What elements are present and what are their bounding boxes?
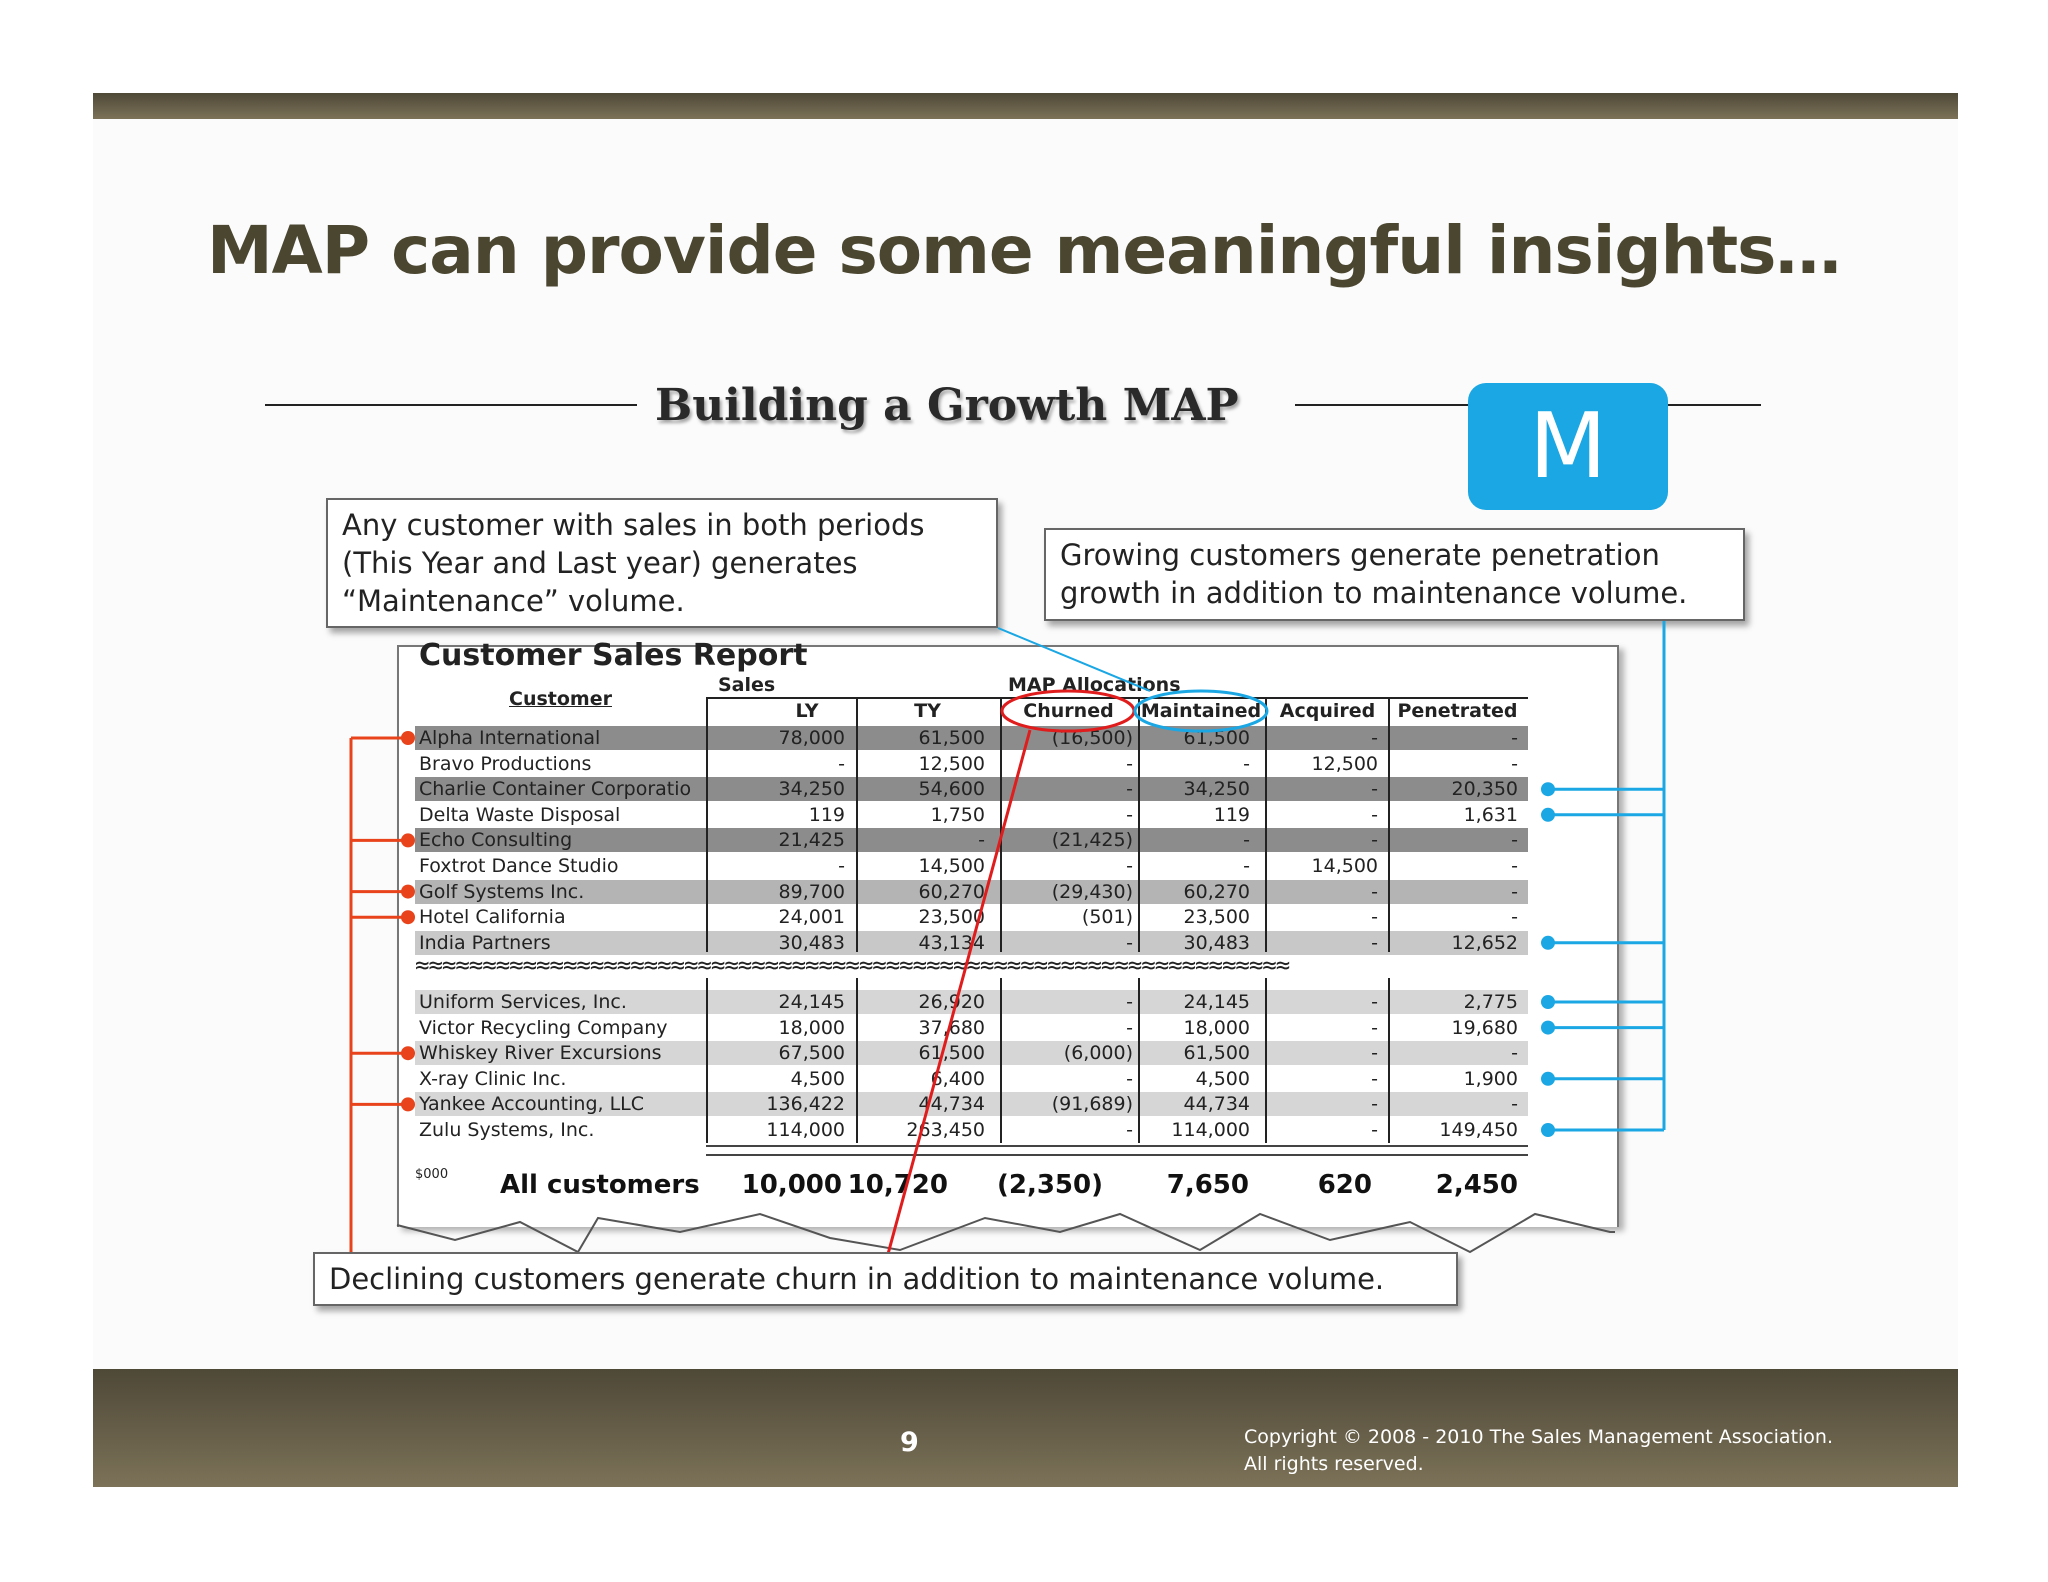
cell-churned: - [1126,778,1133,801]
cell-ty: 12,500 [918,752,985,775]
cell-churned: (6,000) [1063,1042,1133,1065]
cell-acquired: - [1371,906,1378,929]
cell-churned: - [1126,803,1133,826]
cell-ly: 24,001 [778,906,845,929]
cell-ty: 6,400 [930,1067,985,1090]
cell-acquired: - [1371,727,1378,749]
cell-churned: (29,430) [1051,880,1133,903]
cell-ty: 37,680 [918,1016,985,1039]
cell-penetrated: - [1511,906,1518,929]
cell-penetrated: - [1511,880,1518,903]
cell-churned: (21,425) [1051,829,1133,852]
cell-ly: 30,483 [778,931,845,954]
cell-ty: 54,600 [918,778,985,801]
total-penetrated: 2,450 [1435,1170,1518,1200]
cell-ty: 26,920 [918,991,985,1013]
cell-ly: 34,250 [778,778,845,801]
cell-acquired: - [1371,1119,1378,1141]
cell-churned: - [1126,991,1133,1013]
marker-dot [401,1046,415,1060]
cell-ty: - [978,829,985,852]
marker-dot [1541,995,1555,1009]
cell-acquired: 12,500 [1311,752,1378,775]
cell-acquired: - [1371,880,1378,903]
cell-maintained: 114,000 [1171,1119,1250,1141]
cell-ly: - [838,752,845,775]
cell-maintained: 44,734 [1183,1093,1250,1116]
total-maintained: 7,650 [1166,1170,1249,1200]
callout-line: Any customer with sales in both periods [342,508,925,542]
cell-maintained: - [1243,829,1250,852]
total-churned: (2,350) [996,1170,1103,1200]
cell-ty: 263,450 [906,1119,985,1141]
cell-penetrated: 20,350 [1451,778,1518,801]
marker-dot [1541,1072,1555,1086]
cell-maintained: 34,250 [1183,778,1250,801]
cell-maintained: - [1243,752,1250,775]
units-label: $000 [415,1167,449,1182]
cell-acquired: - [1371,829,1378,852]
cell-ly: 21,425 [778,829,845,852]
cell-churned: - [1126,855,1133,877]
callout-line: Declining customers generate churn in addition to maintenance volume. [329,1262,1385,1296]
marker-dot [1541,782,1555,796]
cell-maintained: 61,500 [1183,727,1250,749]
callout-declining [313,1252,1458,1306]
header-sales-group: Sales [718,674,776,696]
cell-customer: Alpha International [419,727,601,749]
churned-highlight-circle [1002,691,1134,731]
copyright-notice [1244,1424,1833,1478]
cell-ly: 24,145 [778,991,845,1013]
total-label: All customers [500,1170,700,1200]
marker-dot [401,731,415,745]
logo-badge: M [1468,383,1668,510]
cell-customer: Charlie Container Corporatio [419,778,692,801]
cell-ty: 14,500 [918,855,985,877]
header-customer: Customer [509,688,612,710]
column-header-ly: LY [795,700,819,722]
cell-ly: 18,000 [778,1016,845,1039]
cell-ly: 136,422 [766,1093,845,1116]
cell-maintained: 60,270 [1183,880,1250,903]
cell-customer: Bravo Productions [419,752,592,775]
churn-pointer [888,730,1030,1254]
cell-acquired: - [1371,1016,1378,1039]
torn-edge [397,1214,1615,1252]
copyright-line: All rights reserved. [1244,1453,1424,1475]
cell-penetrated: - [1511,855,1518,877]
cell-ty: 61,500 [918,1042,985,1065]
cell-penetrated: - [1511,1042,1518,1065]
cell-penetrated: - [1511,727,1518,749]
cell-penetrated: 1,900 [1463,1067,1518,1090]
cell-ly: 4,500 [790,1067,845,1090]
cell-customer: Foxtrot Dance Studio [419,855,619,877]
cell-penetrated: 2,775 [1463,991,1518,1013]
total-ty: 10,720 [847,1170,948,1200]
column-header-ty: TY [914,700,941,722]
marker-dot [1541,1123,1555,1137]
marker-dot [401,1097,415,1111]
cell-penetrated: 149,450 [1439,1119,1518,1141]
marker-dot [1541,936,1555,950]
cell-ty: 1,750 [930,803,985,826]
total-ly: 10,000 [741,1170,842,1200]
header-map-group: MAP Allocations [1008,674,1181,696]
cell-customer: Zulu Systems, Inc. [419,1119,595,1141]
cell-ly: 67,500 [778,1042,845,1065]
page-number: 9 [900,1427,919,1458]
cell-penetrated: 1,631 [1463,803,1518,826]
cell-ly: 89,700 [778,880,845,903]
cell-maintained: 61,500 [1183,1042,1250,1065]
callout-line: (This Year and Last year) generates [342,546,858,580]
report-title: Customer Sales Report [419,638,808,673]
cell-maintained: - [1243,855,1250,877]
cell-churned: - [1126,752,1133,775]
cell-ty: 44,734 [918,1093,985,1116]
cell-customer: Uniform Services, Inc. [419,991,627,1013]
cell-churned: - [1126,931,1133,954]
callout-line: Growing customers generate penetration [1060,538,1660,572]
callout-line: “Maintenance” volume. [342,584,685,618]
cell-penetrated: 12,652 [1451,931,1518,954]
marker-dot [401,833,415,847]
marker-dot [401,910,415,924]
column-header-acquired: Acquired [1279,700,1376,722]
cell-maintained: 23,500 [1183,906,1250,929]
copyright-line: Copyright © 2008 - 2010 The Sales Management Association. [1244,1426,1834,1448]
cell-customer: Yankee Accounting, LLC [419,1093,645,1116]
cell-penetrated: 19,680 [1451,1016,1518,1039]
cell-customer: India Partners [419,931,551,954]
column-header-maintained: Maintained [1140,700,1262,722]
maintenance-pointer [998,628,1150,691]
marker-dot [1541,1021,1555,1035]
cell-acquired: - [1371,991,1378,1013]
cell-churned: - [1126,1016,1133,1039]
cell-acquired: - [1371,803,1378,826]
cell-ty: 61,500 [918,727,985,749]
cell-ty: 60,270 [918,880,985,903]
cell-maintained: 18,000 [1183,1016,1250,1039]
cell-churned: (16,500) [1051,727,1133,749]
cell-ly: - [838,855,845,877]
cell-penetrated: - [1511,829,1518,852]
cell-acquired: - [1371,931,1378,954]
marker-dot [1541,808,1555,822]
section-subtitle: Building a Growth MAP [655,380,1239,431]
cell-acquired: - [1371,1067,1378,1090]
cell-churned: (91,689) [1051,1093,1133,1116]
cell-churned: (501) [1081,906,1133,929]
cell-maintained: 24,145 [1183,991,1250,1013]
cell-ty: 43,134 [918,931,985,954]
cell-maintained: 4,500 [1195,1067,1250,1090]
cell-customer: Echo Consulting [419,829,573,852]
cell-ly: 119 [808,803,845,826]
cell-penetrated: - [1511,1093,1518,1116]
cell-churned: - [1126,1119,1133,1141]
cell-customer: Victor Recycling Company [419,1016,668,1039]
cell-maintained: 30,483 [1183,931,1250,954]
marker-dot [401,885,415,899]
maintained-highlight-circle [1135,691,1267,731]
cell-maintained: 119 [1213,803,1250,826]
cell-ty: 23,500 [918,906,985,929]
cell-customer: Delta Waste Disposal [419,803,621,826]
slide-title: MAP can provide some meaningful insights… [207,212,1841,289]
cell-customer: Hotel California [419,906,566,929]
cell-penetrated: - [1511,752,1518,775]
cell-acquired: - [1371,778,1378,801]
growth-bracket [1541,621,1664,1137]
column-header-penetrated: Penetrated [1397,700,1518,722]
cell-churned: - [1126,1067,1133,1090]
cell-customer: X-ray Clinic Inc. [419,1067,567,1090]
cell-ly: 78,000 [778,727,845,749]
total-acquired: 620 [1317,1170,1372,1200]
cell-customer: Golf Systems Inc. [419,880,585,903]
row-break-marker: ≈≈≈≈≈≈≈≈≈≈≈≈≈≈≈≈≈≈≈≈≈≈≈≈≈≈≈≈≈≈≈≈≈≈≈≈≈≈≈≈≈≈≈≈≈≈≈≈≈≈≈≈≈≈≈≈≈≈≈≈≈≈≈≈≈ [415,952,1290,978]
cell-customer: Whiskey River Excursions [419,1042,662,1065]
cell-acquired: 14,500 [1311,855,1378,877]
cell-acquired: - [1371,1042,1378,1065]
churn-bracket [351,731,415,1252]
column-header-churned: Churned [1023,700,1114,722]
cell-ly: 114,000 [766,1119,845,1141]
cell-acquired: - [1371,1093,1378,1116]
callout-line: growth in addition to maintenance volume. [1060,576,1688,610]
